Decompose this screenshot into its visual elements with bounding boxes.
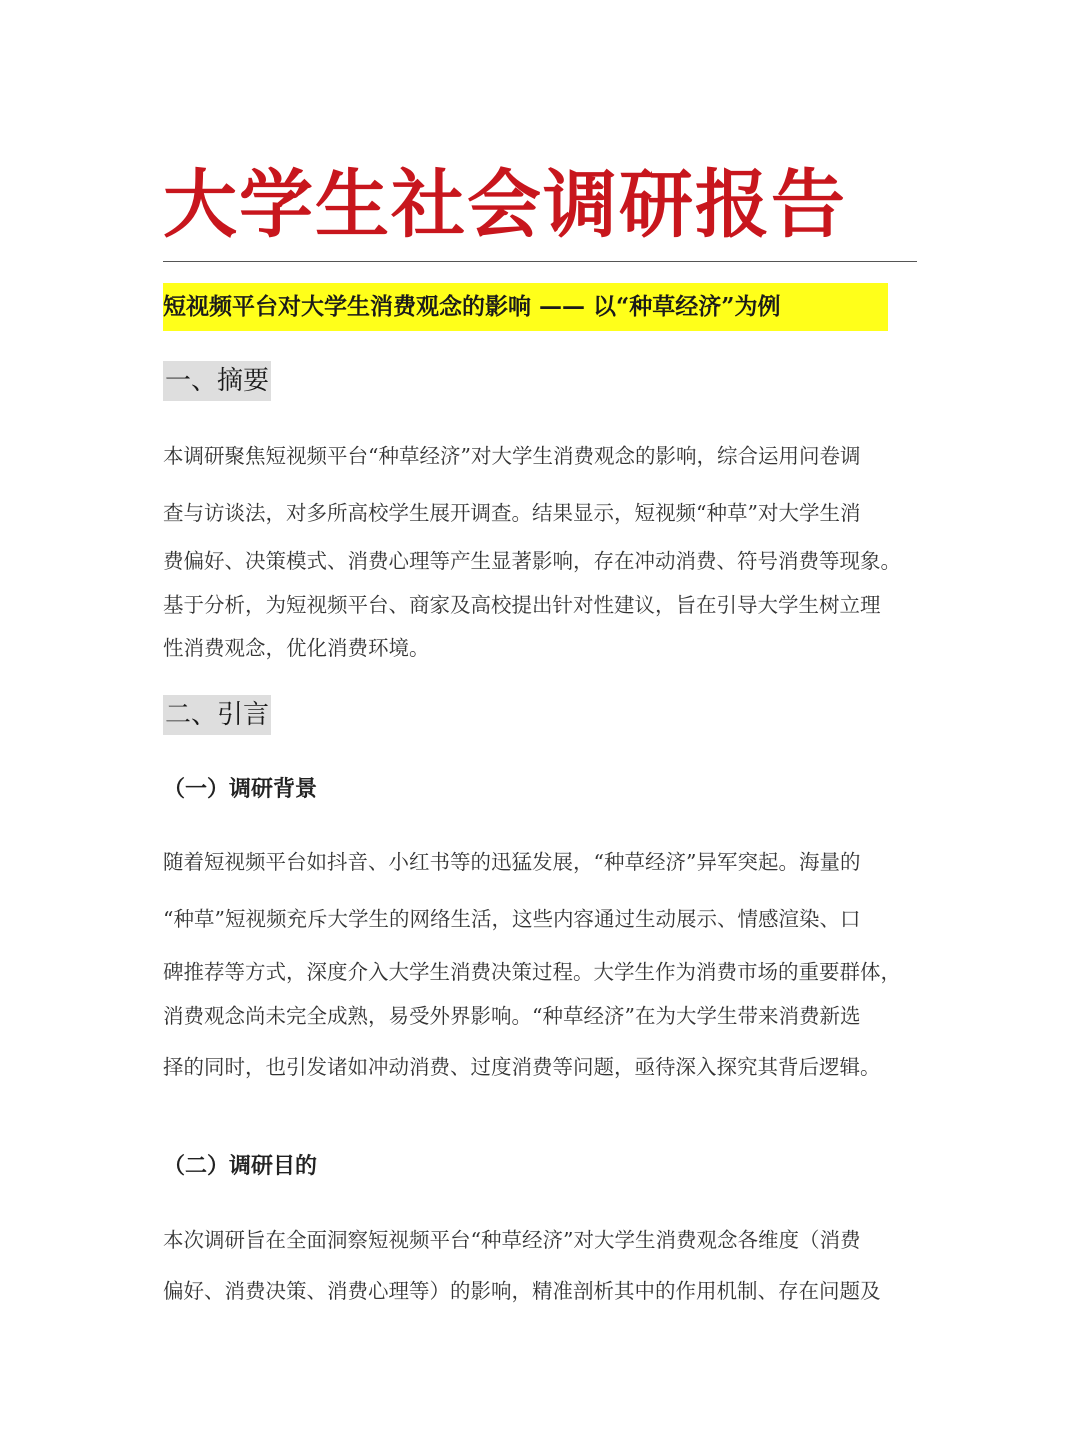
abstract-line-1: 本调研聚焦短视频平台“种草经济”对大学生消费观念的影响，综合运用问卷调 xyxy=(163,444,861,468)
abstract-line-4: 基于分析，为短视频平台、商家及高校提出针对性建议，旨在引导大学生树立理 xyxy=(163,593,881,617)
background-line-4: 消费观念尚未完全成熟，易受外界影响。“种草经济”在为大学生带来消费新选 xyxy=(163,1004,861,1028)
report-title: 大学生社会调研报告 xyxy=(163,162,847,248)
background-line-2: “种草”短视频充斥大学生的网络生活，这些内容通过生动展示、情感渲染、口 xyxy=(163,907,861,931)
subsection-heading-background: （一）调研背景 xyxy=(163,776,318,802)
background-line-1: 随着短视频平台如抖音、小红书等的迅猛发展，“种草经济”异军突起。海量的 xyxy=(163,850,861,874)
purpose-line-2: 偏好、消费决策、消费心理等）的影响，精准剖析其中的作用机制、存在问题及 xyxy=(163,1279,881,1303)
abstract-line-3: 费偏好、决策模式、消费心理等产生显著影响，存在冲动消费、符号消费等现象。 xyxy=(163,549,901,573)
section-heading-introduction: 二、引言 xyxy=(163,695,271,735)
subsection-heading-purpose: （二）调研目的 xyxy=(163,1153,318,1179)
section-heading-abstract: 一、摘要 xyxy=(163,361,271,401)
abstract-line-5: 性消费观念，优化消费环境。 xyxy=(163,636,430,660)
abstract-line-2: 查与访谈法，对多所高校学生展开调查。结果显示，短视频“种草”对大学生消 xyxy=(163,501,861,525)
title-divider xyxy=(163,261,917,262)
purpose-line-1: 本次调研旨在全面洞察短视频平台“种草经济”对大学生消费观念各维度（消费 xyxy=(163,1228,861,1252)
background-line-3: 碑推荐等方式，深度介入大学生消费决策过程。大学生作为消费市场的重要群体， xyxy=(163,960,901,984)
report-subtitle-highlight: 短视频平台对大学生消费观念的影响 —— 以“种草经济”为例 xyxy=(163,283,888,331)
background-line-5: 择的同时，也引发诸如冲动消费、过度消费等问题，亟待深入探究其背后逻辑。 xyxy=(163,1055,881,1079)
